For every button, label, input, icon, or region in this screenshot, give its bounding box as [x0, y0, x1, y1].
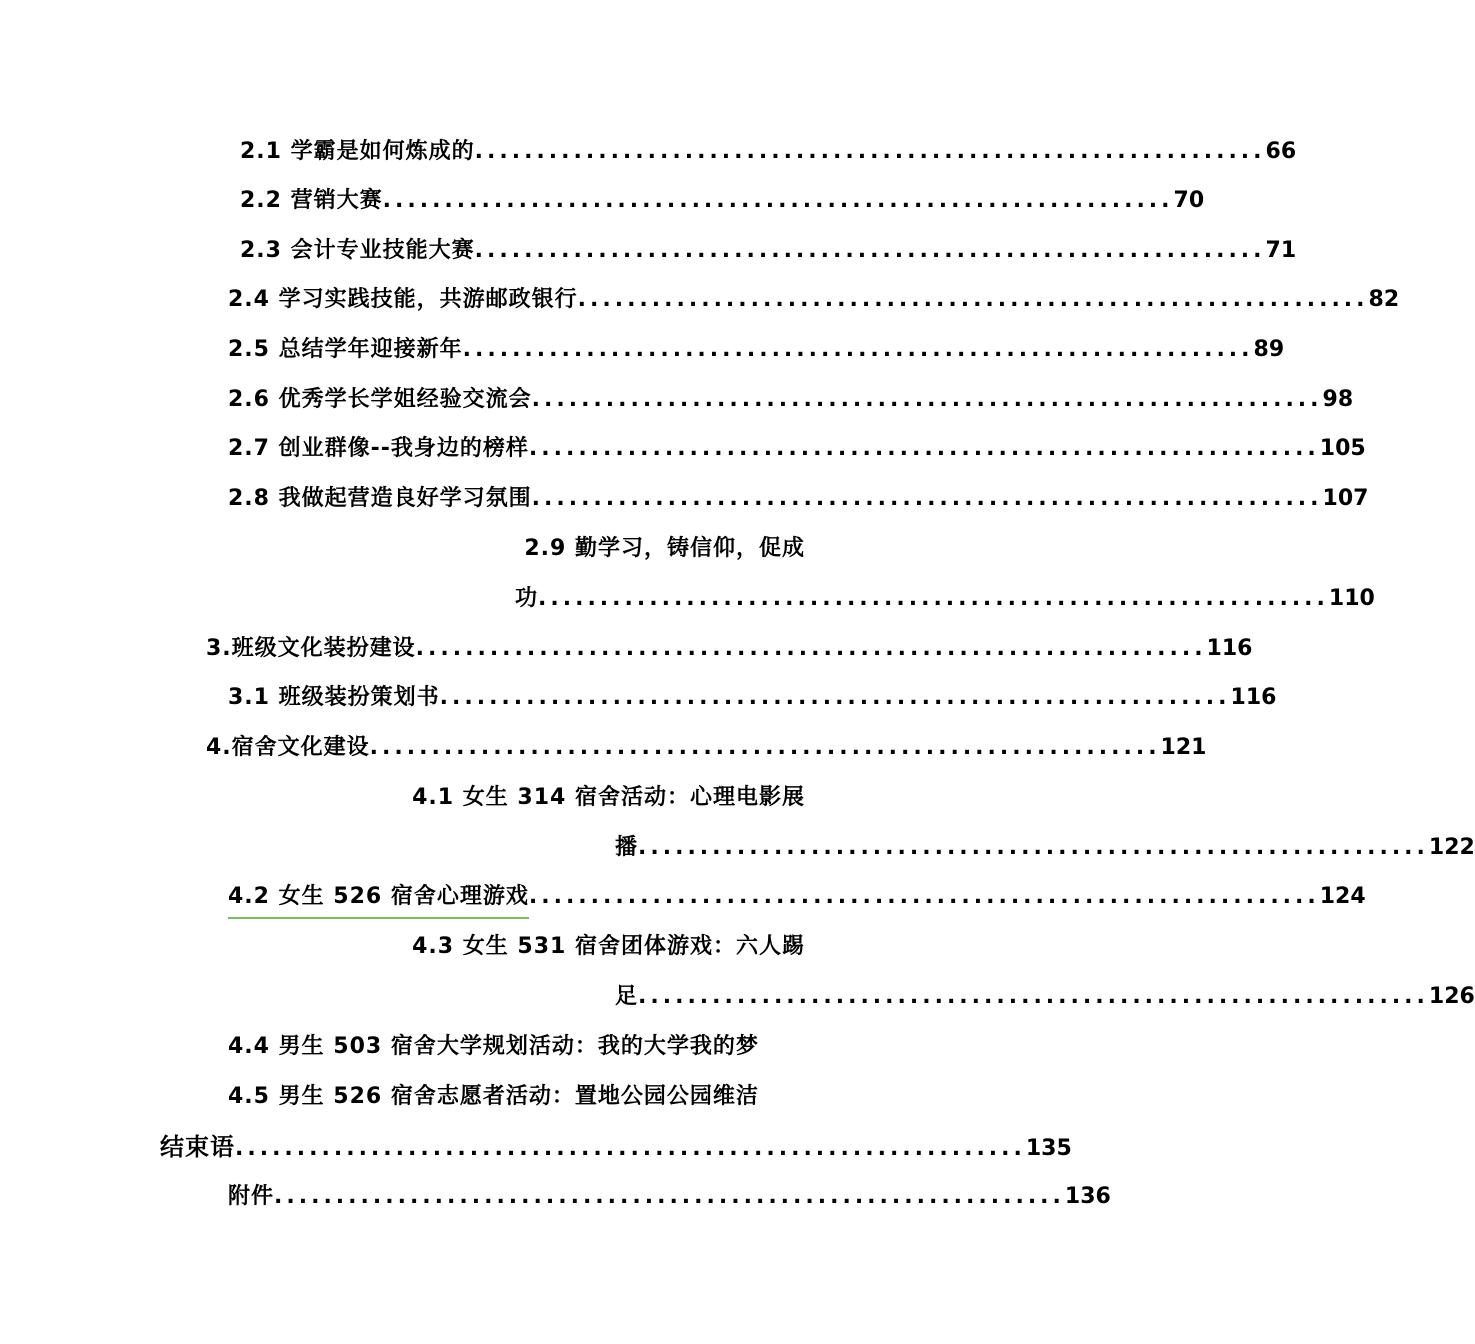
toc-entry-wrapped-second-line[interactable] [615, 828, 1475, 868]
toc-leader-dots: ................................................................ [531, 486, 1323, 511]
toc-page-number: 71 [1265, 238, 1297, 263]
toc-entry-title: 4.宿舍文化建设 [206, 735, 370, 760]
toc-leader-dots: ................................................................ [538, 586, 1329, 611]
toc-entry[interactable] [240, 231, 1297, 271]
toc-entry-wrapped-first-line[interactable] [480, 529, 805, 569]
toc-entry-title: 2.7 创业群像--我身边的榜样 [228, 436, 529, 461]
toc-leader-dots: ................................................................ [528, 884, 1320, 909]
toc-page-number: 136 [1064, 1184, 1111, 1209]
toc-leader-dots: ................................................................ [474, 238, 1266, 263]
toc-entry[interactable] [228, 877, 1366, 917]
toc-entry[interactable] [228, 1077, 780, 1117]
toc-leader-dots: ................................................................ [415, 636, 1207, 661]
toc-entry-title: 3.班级文化装扮建设 [206, 636, 416, 661]
toc-page-number: 98 [1322, 387, 1354, 412]
toc-page-number: 82 [1368, 287, 1400, 312]
toc-entry-title: 2.5 总结学年迎接新年 [228, 337, 463, 362]
toc-entry-title: 4.4 男生 503 宿舍大学规划活动：我的大学我的梦 [228, 1034, 759, 1059]
toc-entry-title: 3.1 班级装扮策划书 [228, 685, 440, 710]
toc-leader-dots: ................................................................ [531, 387, 1323, 412]
toc-entry-title: 2.9 勤学习，铸信仰，促成 [524, 536, 805, 561]
toc-leader-dots: ................................................................ [638, 984, 1429, 1009]
toc-entry-title: 2.2 营销大赛 [240, 188, 383, 213]
toc-entry[interactable] [240, 132, 1297, 172]
toc-page-number: 105 [1319, 436, 1366, 461]
toc-page-number: 116 [1206, 636, 1253, 661]
toc-leader-dots: ................................................................ [474, 139, 1266, 164]
toc-entry[interactable] [228, 678, 1277, 718]
toc-entry-title: 2.8 我做起营造良好学习氛围 [228, 486, 532, 511]
toc-entry[interactable] [228, 280, 1400, 320]
toc-entry[interactable] [228, 1027, 780, 1067]
toc-entry-title: 2.4 学习实践技能，共游邮政银行 [228, 287, 578, 312]
toc-entry[interactable] [228, 330, 1285, 370]
toc-leader-dots: ................................................................ [439, 685, 1231, 710]
toc-leader-dots: ................................................................ [369, 735, 1161, 760]
toc-entry-title: 2.6 优秀学长学姐经验交流会 [228, 387, 532, 412]
toc-entry[interactable] [206, 728, 1207, 768]
toc-entry-title: 2.1 学霸是如何炼成的 [240, 139, 475, 164]
toc-leader-dots: ................................................................ [382, 188, 1174, 213]
toc-entry[interactable] [160, 1127, 1072, 1167]
toc-page-number: 110 [1328, 586, 1375, 611]
toc-entry-title: 播 [615, 835, 639, 860]
toc-leader-dots: ................................................................ [274, 1184, 1065, 1209]
toc-leader-dots: ................................................................ [638, 835, 1429, 860]
toc-leader-dots: ................................................................ [528, 436, 1320, 461]
toc-page-number: 70 [1173, 188, 1205, 213]
toc-entry[interactable] [228, 429, 1366, 469]
toc-entry-wrapped-first-line[interactable] [390, 778, 805, 818]
toc-entry-title: 足 [615, 984, 639, 1009]
toc-leader-dots: ................................................................ [235, 1136, 1026, 1161]
toc-entry-title: 附件 [228, 1184, 275, 1209]
toc-entry-title: 结束语 [160, 1133, 235, 1161]
toc-page-number: 121 [1160, 735, 1207, 760]
toc-entry[interactable] [228, 1177, 1111, 1217]
toc-entry-title: 4.1 女生 314 宿舍活动：心理电影展 [412, 785, 805, 810]
toc-entry-title: 2.3 会计专业技能大赛 [240, 238, 475, 263]
toc-leader-dots: ................................................................ [462, 337, 1254, 362]
toc-page-number: 122 [1428, 835, 1475, 860]
toc-entry-wrapped-second-line[interactable] [515, 579, 1375, 619]
toc-entry[interactable] [206, 629, 1253, 669]
toc-entry-title: 4.5 男生 526 宿舍志愿者活动：置地公园公园维洁 [228, 1084, 759, 1109]
toc-page-number: 116 [1230, 685, 1277, 710]
toc-entry[interactable] [228, 479, 1369, 519]
toc-page-number: 135 [1025, 1136, 1072, 1161]
toc-page-number: 124 [1319, 884, 1366, 909]
toc-page-number: 107 [1322, 486, 1369, 511]
toc-page-number: 89 [1253, 337, 1285, 362]
toc-page-number: 66 [1265, 139, 1297, 164]
toc-leader-dots: ................................................................ [577, 287, 1369, 312]
toc-entry-title: 功 [515, 586, 539, 611]
toc-entry[interactable] [240, 181, 1205, 221]
toc-entry[interactable] [228, 380, 1354, 420]
toc-entry-wrapped-first-line[interactable] [390, 927, 805, 967]
toc-entry-wrapped-second-line[interactable] [615, 977, 1475, 1017]
toc-entry-title: 4.2 女生 526 宿舍心理游戏 [228, 877, 529, 919]
toc-page-number: 126 [1428, 984, 1475, 1009]
toc-entry-title: 4.3 女生 531 宿舍团体游戏：六人踢 [412, 934, 805, 959]
